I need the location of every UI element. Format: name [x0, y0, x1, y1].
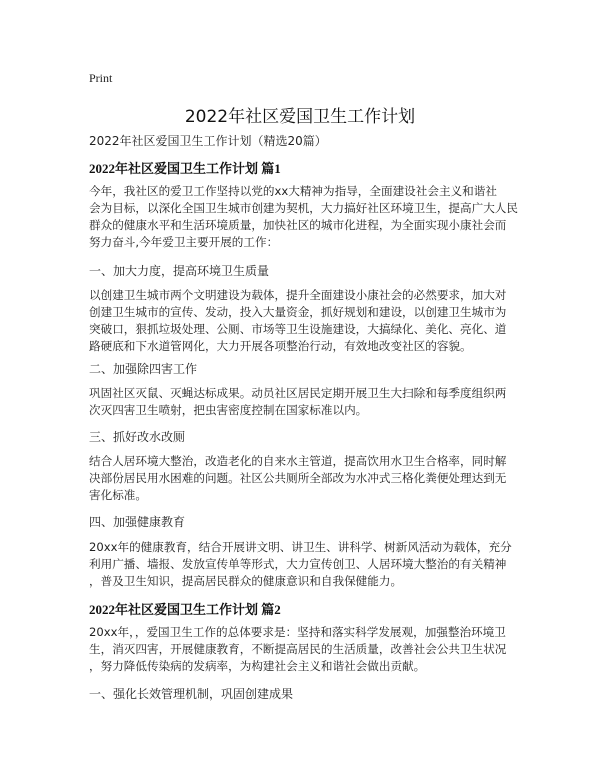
section1-item2-paragraph [89, 385, 519, 419]
paragraph-line: ，努力降低传染病的发病率，为构建社会主义和谐社会做出贡献。 [89, 659, 426, 673]
section-heading-1: 2022年社区爱国卫生工作计划 篇1 [89, 161, 281, 176]
paragraph-line: 努力奋斗,今年爱卫主要开展的工作： [89, 235, 279, 249]
paragraph-line: 生，消灭四害，开展健康教育，不断提高居民的生活质量，改善社会公共卫生状况 [89, 642, 507, 656]
paragraph-line: ，普及卫生知识，提高居民群众的健康意识和自我保健能力。 [89, 574, 403, 588]
paragraph-line: 路硬底和下水道管网化，大力开展各项整治行动，有效地改变社区的容貌。 [89, 339, 472, 353]
print-link[interactable]: Print [89, 71, 113, 85]
paragraph-line: 今年，我社区的爱卫工作坚持以党的xx大精神为指导，全面建设社会主义和谐社 [89, 184, 497, 198]
paragraph-line: 群众的健康水平和生活环境质量，加快社区的城市化进程，为全面实现小康社会而 [89, 218, 507, 232]
paragraph-line: 以创建卫生城市两个文明建设为载体，提升全面建设小康社会的必然要求，加大对 [89, 288, 507, 302]
paragraph-line: 突破口，狠抓垃圾处理、公厕、市场等卫生设施建设，大搞绿化、美化、亮化、道 [89, 322, 507, 336]
section-heading-2: 2022年社区爱国卫生工作计划 篇2 [89, 602, 281, 617]
paragraph-line: 决部份居民用水困难的问题。社区公共厕所全部改为水冲式三格化粪便处理达到无 [89, 471, 507, 485]
section1-item3-heading: 三、抓好改水改厕 [89, 430, 186, 444]
paragraph-line: 结合人居环境大整治，改造老化的自来水主管道，提高饮用水卫生合格率，同时解 [89, 454, 507, 468]
paragraph-line: 20xx年，，爱国卫生工作的总体要求是：坚持和落实科学发展观，加强整治环境卫 [89, 625, 506, 639]
paragraph-line: 20xx年的健康教育，结合开展讲文明、讲卫生、讲科学、树新风活动为载体，充分 [89, 540, 512, 554]
section2-item1-heading: 一、强化长效管理机制，巩固创建成果 [89, 687, 294, 701]
paragraph-line: 创建卫生城市的宣传、发动，投入大量资金，抓好规划和建设，以创建卫生城市为 [89, 305, 507, 319]
section1-intro-paragraph [89, 183, 519, 251]
section1-item1-heading: 一、加大力度，提高环境卫生质量 [89, 264, 270, 278]
section1-item1-paragraph [89, 287, 519, 355]
paragraph-line: 害化标准。 [89, 488, 147, 502]
section1-item4-paragraph [89, 539, 519, 590]
paragraph-line: 次灭四害卫生喷射，把虫害密度控制在国家标准以内。 [89, 403, 368, 417]
section1-item4-heading: 四、加强健康教育 [89, 515, 186, 529]
section1-item2-heading: 二、加强除四害工作 [89, 362, 198, 376]
paragraph-line: 会为目标，以深化全国卫生城市创建为契机，大力搞好社区环境卫生，提高广大人民 [89, 201, 518, 215]
section2-intro-paragraph [89, 624, 519, 675]
page-title: 2022年社区爱国卫生工作计划 [184, 107, 416, 127]
document-subtitle: 2022年社区爱国卫生工作计划（精选20篇） [89, 134, 327, 148]
paragraph-line: 利用广播、墙报、发放宣传单等形式，大力宣传创卫、人居环境大整治的有关精神 [89, 557, 507, 571]
section1-item3-paragraph [89, 453, 519, 504]
paragraph-line: 巩固社区灭鼠、灭蝇达标成果。动员社区居民定期开展卫生大扫除和每季度组织两 [89, 386, 507, 400]
